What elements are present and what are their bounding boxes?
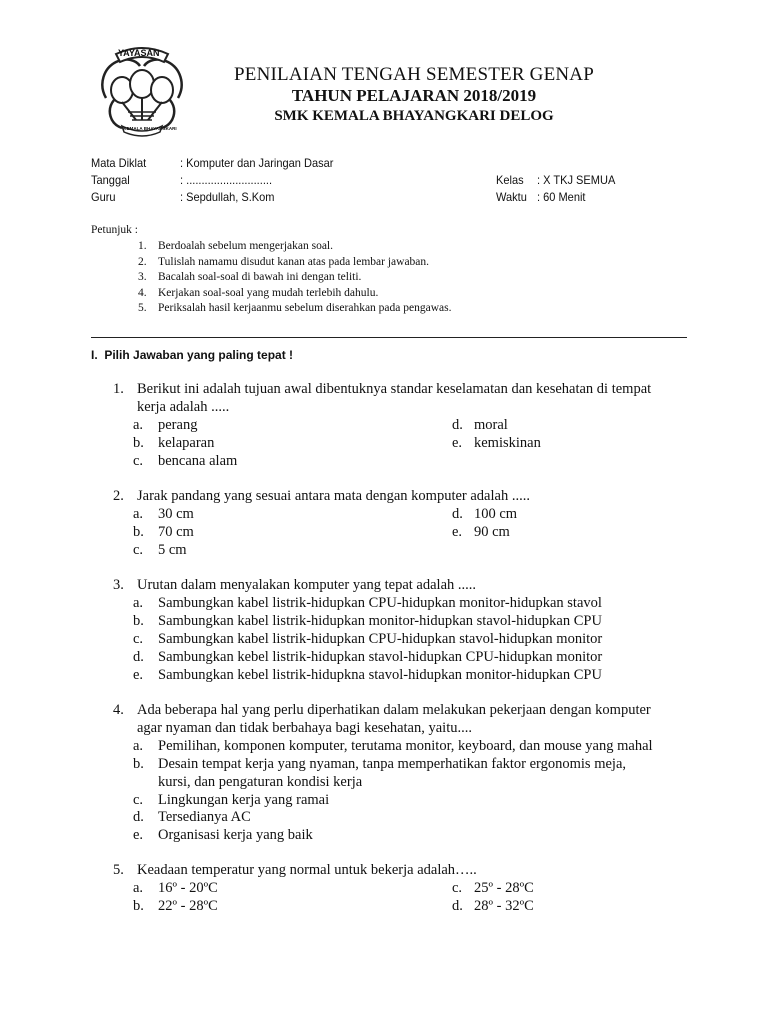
option-letter: c. <box>133 542 144 558</box>
option-letter: b. <box>133 898 144 914</box>
option-letter: b. <box>133 435 144 451</box>
option-letter: b. <box>133 613 144 629</box>
option-text: 5 cm <box>158 542 187 558</box>
tanggal-value: : ............................ <box>180 173 273 187</box>
option-letter: a. <box>133 738 144 754</box>
option-text: kursi, dan pengaturan kondisi kerja <box>158 774 363 790</box>
petunjuk-item-number: 5. <box>138 302 147 314</box>
option-letter: b. <box>133 756 144 772</box>
option-text: 16º - 20ºC <box>158 880 218 896</box>
academic-year: TAHUN PELAJARAN 2018/2019 <box>291 86 537 105</box>
question-text-cont: agar nyaman dan tidak berbahaya bagi kesehatan, yaitu.... <box>137 720 472 736</box>
option-text: Sambungkan kebel listrik-hidupkna stavol-hidupkan monitor-hidupkan CPU <box>158 667 602 683</box>
exam-title: PENILAIAN TENGAH SEMESTER GENAP <box>234 64 594 85</box>
option-text: Tersedianya AC <box>158 809 251 825</box>
mapel-value: : Komputer dan Jaringan Dasar <box>180 156 334 170</box>
option-letter: c. <box>133 792 144 808</box>
question-number: 1. <box>113 381 124 397</box>
option-text: Lingkungan kerja yang ramai <box>158 792 330 808</box>
waktu-label: Waktu <box>496 190 527 204</box>
option-letter: c. <box>452 880 463 896</box>
option-text: Organisasi kerja yang baik <box>158 827 313 843</box>
option-letter: d. <box>452 506 463 522</box>
petunjuk-item-number: 4. <box>138 287 147 299</box>
option-letter: d. <box>133 809 144 825</box>
question-text: Jarak pandang yang sesuai antara mata dengan komputer adalah ..... <box>137 488 530 504</box>
option-text: 28º - 32ºC <box>474 898 534 914</box>
petunjuk-item-text: Bacalah soal-soal di bawah ini dengan teliti. <box>158 271 362 283</box>
petunjuk-item-text: Berdoalah sebelum mengerjakan soal. <box>158 240 333 252</box>
kelas-value: : X TKJ SEMUA <box>537 173 616 187</box>
divider <box>91 337 687 338</box>
option-text: kelaparan <box>158 435 215 451</box>
option-text: Sambungkan kabel listrik-hidupkan CPU-hidupkan monitor-hidupkan stavol <box>158 595 602 611</box>
option-text: 25º - 28ºC <box>474 880 534 896</box>
option-letter: e. <box>133 827 144 843</box>
option-letter: c. <box>133 453 144 469</box>
option-text: 22º - 28ºC <box>158 898 218 914</box>
question-text-cont: kerja adalah ..... <box>137 399 230 415</box>
option-text: perang <box>158 417 198 433</box>
petunjuk-label: Petunjuk : <box>91 224 138 236</box>
option-text: 30 cm <box>158 506 194 522</box>
option-letter: a. <box>133 506 144 522</box>
question-text: Berikut ini adalah tujuan awal dibentuknya standar keselamatan dan kesehatan di tempat <box>137 381 652 397</box>
kelas-label: Kelas <box>496 173 524 187</box>
option-text: Desain tempat kerja yang nyaman, tanpa memperhatikan faktor ergonomis meja, <box>158 756 627 772</box>
question-number: 4. <box>113 702 124 718</box>
option-text: 100 cm <box>474 506 518 522</box>
petunjuk-item-text: Periksalah hasil kerjaanmu sebelum diserahkan pada pengawas. <box>158 302 452 314</box>
option-text: moral <box>474 417 508 433</box>
question-text: Keadaan temperatur yang normal untuk bekerja adalah….. <box>137 862 477 878</box>
petunjuk-item-number: 3. <box>138 271 147 283</box>
section-title: Pilih Jawaban yang paling tepat ! <box>104 348 294 362</box>
option-letter: e. <box>452 435 463 451</box>
section-number: I. <box>91 348 98 362</box>
waktu-value: : 60 Menit <box>537 190 586 204</box>
option-text: Sambungkan kabel listrik-hidupkan CPU-hidupkan stavol-hidupkan monitor <box>158 631 603 647</box>
question-number: 5. <box>113 862 124 878</box>
option-letter: d. <box>133 649 144 665</box>
section-heading <box>91 348 293 362</box>
option-text: 70 cm <box>158 524 194 540</box>
option-letter: e. <box>452 524 463 540</box>
option-letter: a. <box>133 417 144 433</box>
option-text: Sambungkan kebel listrik-hidupkan stavol-hidupkan CPU-hidupkan monitor <box>158 649 603 665</box>
question-number: 3. <box>113 577 124 593</box>
guru-label: Guru <box>91 190 116 204</box>
guru-value: : Sepdullah, S.Kom <box>180 190 275 204</box>
option-text: 90 cm <box>474 524 510 540</box>
logo-text-top: YAYASAN <box>118 48 160 58</box>
option-letter: d. <box>452 417 463 433</box>
question-number: 2. <box>113 488 124 504</box>
option-letter: b. <box>133 524 144 540</box>
option-letter: d. <box>452 898 463 914</box>
question-text: Ada beberapa hal yang perlu diperhatikan dalam melakukan pekerjaan dengan komputer <box>137 702 651 718</box>
option-letter: e. <box>133 667 144 683</box>
option-letter: c. <box>133 631 144 647</box>
logo-text-bottom: KEMALA BHAYANGKARI <box>123 126 177 131</box>
petunjuk-item-text: Tulislah namamu disudut kanan atas pada lembar jawaban. <box>158 256 430 268</box>
option-letter: a. <box>133 595 144 611</box>
petunjuk-item-number: 1. <box>138 240 147 252</box>
school-name: SMK KEMALA BHAYANGKARI DELOG <box>274 108 554 124</box>
option-text: kemiskinan <box>474 435 541 451</box>
option-text: bencana alam <box>158 453 238 469</box>
option-text: Pemilihan, komponen komputer, terutama monitor, keyboard, dan mouse yang mahal <box>158 738 653 754</box>
option-text: Sambungkan kabel listrik-hidupkan monitor-hidupkan stavol-hidupkan CPU <box>158 613 602 629</box>
mapel-label: Mata Diklat <box>91 156 147 170</box>
petunjuk-item-text: Kerjakan soal-soal yang mudah terlebih dahulu. <box>158 287 379 299</box>
option-letter: a. <box>133 880 144 896</box>
tanggal-label: Tanggal <box>91 173 130 187</box>
petunjuk-item-number: 2. <box>138 256 147 268</box>
question-text: Urutan dalam menyalakan komputer yang tepat adalah ..... <box>137 577 477 593</box>
